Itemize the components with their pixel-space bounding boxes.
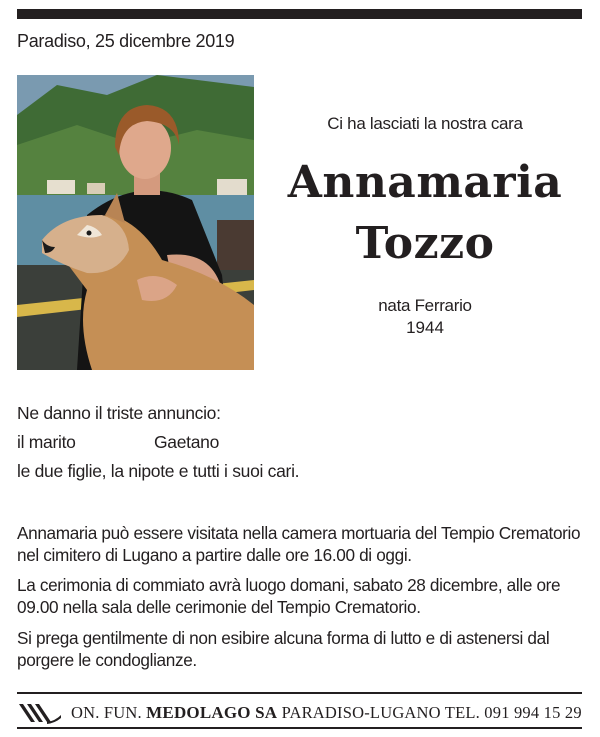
funeral-home-logo-icon: [17, 701, 63, 725]
top-rule: [17, 9, 582, 19]
birth-year: 1944: [406, 318, 444, 337]
place-date: Paradiso, 25 dicembre 2019: [17, 31, 235, 51]
deceased-first-name: Annamaria: [287, 157, 563, 208]
family-line: le due figlie, la nipote e tutti i suoi cari.: [17, 461, 300, 481]
deceased-last-name: Tozzo: [355, 218, 495, 269]
maiden-name: nata Ferrario: [378, 296, 472, 315]
ceremony-paragraph: La cerimonia di commiato avrà luogo domani, sabato 28 dicembre, alle ore 09.00 nella sala delle cerimonie del Tempio Crematorio.: [17, 575, 561, 617]
footer-prefix: ON. FUN.: [71, 703, 142, 722]
portrait-photo: [17, 75, 254, 370]
footer-rule-top: [17, 692, 582, 694]
portrait-illustration: [17, 75, 254, 370]
request-paragraph: Si prega gentilmente di non esibire alcuna forma di lutto e di astenersi dal porgere le condoglianze.: [17, 628, 550, 670]
visitation-paragraph: Annamaria può essere visitata nella camera mortuaria del Tempio Crematorio nel cimitero di Lugano a partire dalle ore 16.00 di oggi.: [17, 523, 581, 565]
husband-label: il marito: [17, 432, 76, 452]
funeral-home-name: MEDOLAGO SA: [146, 703, 278, 722]
funeral-home-footer: [17, 701, 582, 725]
husband-name: Gaetano: [154, 432, 220, 452]
funeral-home-text: [71, 703, 582, 723]
footer-contact: PARADISO-LUGANO TEL. 091 994 15 29: [281, 703, 582, 722]
husband-row: [17, 432, 317, 453]
footer-rule-bottom: [17, 727, 582, 729]
intro-line: Ci ha lasciati la nostra cara: [327, 114, 523, 133]
announcement-lead: Ne danno il triste annuncio:: [17, 403, 221, 423]
